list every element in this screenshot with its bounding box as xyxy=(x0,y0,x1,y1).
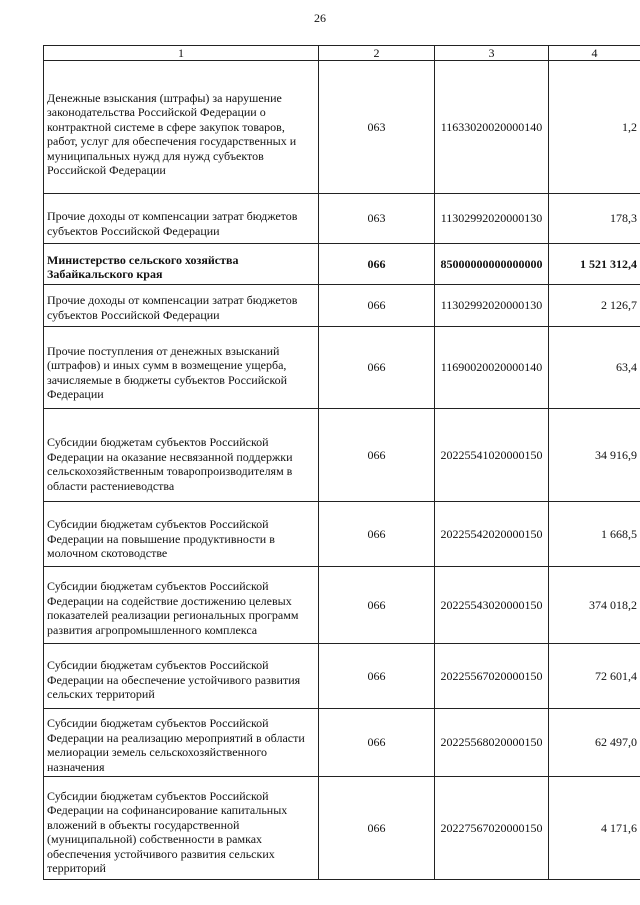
table-row xyxy=(44,709,640,777)
row-admin-code: 066 xyxy=(319,777,435,880)
row-name: Министерство сельского хозяйства Забайкальского края xyxy=(44,244,319,285)
column-header-3: 3 xyxy=(435,46,549,61)
row-revenue-code: 20225541020000150 xyxy=(435,409,549,502)
row-revenue-code: 85000000000000000 xyxy=(435,244,549,285)
row-admin-code: 066 xyxy=(319,644,435,709)
row-name: Субсидии бюджетам субъектов Российской Федерации на обеспечение устойчивого развития сельских территорий xyxy=(44,644,319,709)
row-revenue-code: 20225567020000150 xyxy=(435,644,549,709)
row-revenue-code: 11302992020000130 xyxy=(435,194,549,244)
row-name: Субсидии бюджетам субъектов Российской Федерации на софинансирование капитальных вложений в объекты государственной (муниципальной) собственности в рамках обеспечения устойчивого развития сельских территорий xyxy=(44,777,319,880)
row-name: Субсидии бюджетам субъектов Российской Федерации на оказание несвязанной поддержки сельскохозяйственным товаропроизводителям в области растениеводства xyxy=(44,409,319,502)
row-admin-code: 066 xyxy=(319,409,435,502)
row-admin-code: 066 xyxy=(319,502,435,567)
table-row xyxy=(44,567,640,644)
row-admin-code: 066 xyxy=(319,244,435,285)
row-amount: 34 916,9 xyxy=(549,409,640,502)
row-amount: 2 126,7 xyxy=(549,285,640,327)
column-header-4: 4 xyxy=(549,46,640,61)
row-name: Прочие поступления от денежных взысканий (штрафов) и иных сумм в возмещение ущерба, зачисляемые в бюджеты субъектов Российской Федерации xyxy=(44,327,319,409)
row-revenue-code: 20225542020000150 xyxy=(435,502,549,567)
row-admin-code: 066 xyxy=(319,327,435,409)
row-amount: 1,2 xyxy=(549,61,640,194)
table-row-ministry xyxy=(44,244,640,285)
row-name: Прочие доходы от компенсации затрат бюджетов субъектов Российской Федерации xyxy=(44,194,319,244)
row-amount: 178,3 xyxy=(549,194,640,244)
row-amount: 63,4 xyxy=(549,327,640,409)
row-admin-code: 063 xyxy=(319,61,435,194)
table-row xyxy=(44,61,640,194)
column-header-2: 2 xyxy=(319,46,435,61)
row-name: Субсидии бюджетам субъектов Российской Федерации на реализацию мероприятий в области мелиорации земель сельскохозяйственного назначения xyxy=(44,709,319,777)
page-number: 26 xyxy=(314,11,326,25)
row-amount: 1 521 312,4 xyxy=(549,244,640,285)
row-amount: 72 601,4 xyxy=(549,644,640,709)
row-admin-code: 063 xyxy=(319,194,435,244)
row-revenue-code: 20225543020000150 xyxy=(435,567,549,644)
row-name: Субсидии бюджетам субъектов Российской Федерации на содействие достижению целевых показателей реализации региональных программ развития агропромышленного комплекса xyxy=(44,567,319,644)
row-amount: 4 171,6 xyxy=(549,777,640,880)
row-revenue-code: 11302992020000130 xyxy=(435,285,549,327)
row-revenue-code: 20225568020000150 xyxy=(435,709,549,777)
row-amount: 374 018,2 xyxy=(549,567,640,644)
revenue-table xyxy=(43,45,640,880)
row-admin-code: 066 xyxy=(319,567,435,644)
row-revenue-code: 20227567020000150 xyxy=(435,777,549,880)
row-name: Денежные взыскания (штрафы) за нарушение законодательства Российской Федерации о контрактной системе в сфере закупок товаров, работ, услуг для обеспечения государственных и муниципальных нужд для нужд субъектов Российской Федерации xyxy=(44,61,319,194)
row-admin-code: 066 xyxy=(319,709,435,777)
row-revenue-code: 11690020020000140 xyxy=(435,327,549,409)
row-amount: 1 668,5 xyxy=(549,502,640,567)
table-row xyxy=(44,777,640,880)
table-header-row xyxy=(44,46,640,61)
row-name: Субсидии бюджетам субъектов Российской Федерации на повышение продуктивности в молочном скотоводстве xyxy=(44,502,319,567)
table-row xyxy=(44,194,640,244)
table-row xyxy=(44,502,640,567)
table-row xyxy=(44,285,640,327)
row-revenue-code: 11633020020000140 xyxy=(435,61,549,194)
row-amount: 62 497,0 xyxy=(549,709,640,777)
column-header-1: 1 xyxy=(44,46,319,61)
row-name: Прочие доходы от компенсации затрат бюджетов субъектов Российской Федерации xyxy=(44,285,319,327)
row-admin-code: 066 xyxy=(319,285,435,327)
table-row xyxy=(44,327,640,409)
table-row xyxy=(44,409,640,502)
table-row xyxy=(44,644,640,709)
